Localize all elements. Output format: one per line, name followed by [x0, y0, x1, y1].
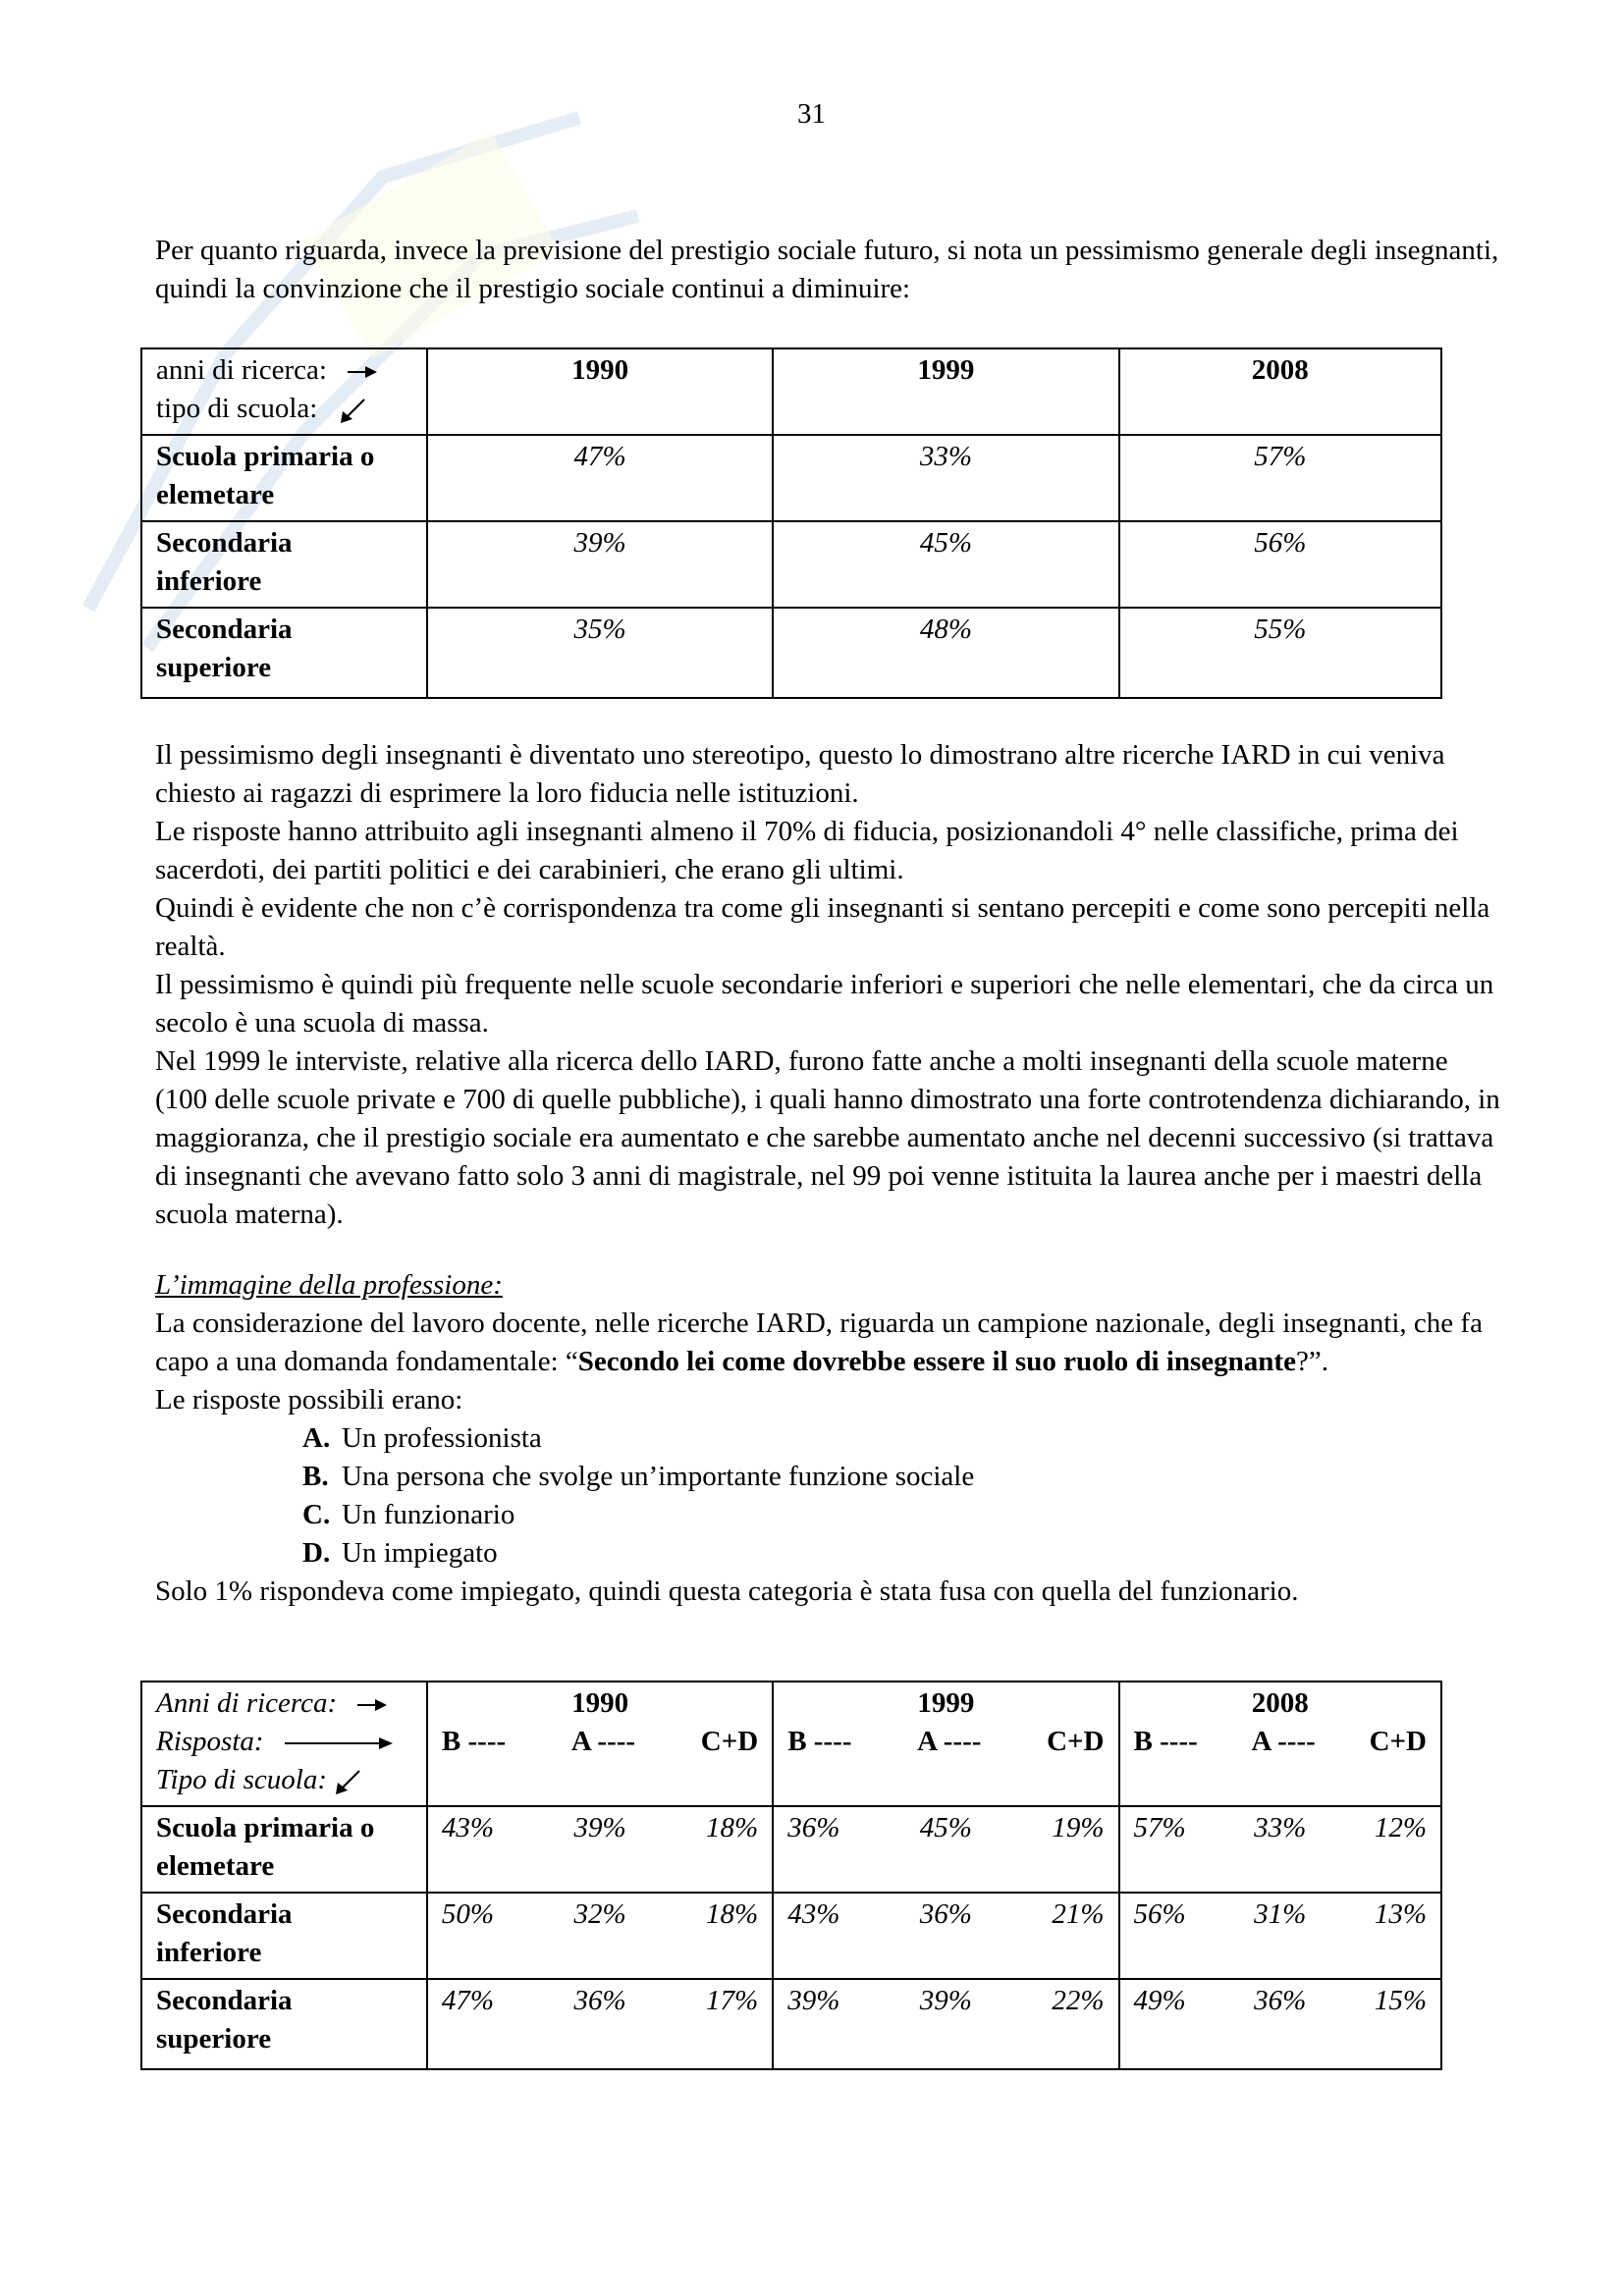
paragraph: Nel 1999 le interviste, relative alla ricerca dello IARD, furono fatte anche a molti insegnanti della scuole materne (100 delle scuole private e 700 di quelle pubbliche), i quali hanno dimostrato una forte controtendenza dichiarando, in maggioranza, che il prestigio sociale era aumentato e che sarebbe aumentato anche nel decenni successivo (si trattava di insegnanti che avevano fatto solo 3 anni di magistrale, nel 99 poi venne istituita la laurea anche per i maestri della scuola materna).	[155, 1045, 1500, 1230]
section-profession-image	[155, 1266, 1500, 1611]
table2-cell-group: 56% 31% 13%	[1119, 1893, 1441, 1979]
table2-cell-group: 39% 39% 22%	[773, 1979, 1118, 2069]
table2-cell-group: 36% 45% 19%	[773, 1806, 1118, 1893]
prestige-forecast-table	[140, 347, 1442, 699]
table1-cell: 35%	[427, 608, 773, 698]
table2-cell-group: 43% 39% 18%	[427, 1806, 773, 1893]
paragraph: Le risposte hanno attribuito agli insegnanti almeno il 70% di fiducia, posizionandoli 4° nelle classifiche, prima dei sacerdoti, dei partiti politici e dei carabinieri, che erano gli ultimi.	[155, 816, 1459, 885]
arrow-right-icon	[348, 364, 377, 380]
paragraph: La considerazione del lavoro docente, nelle ricerche IARD, riguarda un campione nazionale, degli insegnanti, che fa capo a una domanda fondamentale: “Secondo lei come dovrebbe essere il suo ruolo di insegnante?”.	[155, 1308, 1483, 1377]
table2-header-cell: Anni di ricerca: Risposta: Tipo di scuola:	[141, 1682, 427, 1806]
table1-cell: 56%	[1119, 521, 1441, 608]
table2-row-label: Scuola primaria o elemetare	[141, 1806, 427, 1893]
body-text	[155, 736, 1500, 1234]
table2-cell-group: 57% 33% 12%	[1119, 1806, 1441, 1893]
paragraph: Le risposte possibili erano:	[155, 1384, 463, 1415]
list-item: D. Un impiegato	[302, 1537, 498, 1569]
paragraph: Quindi è evidente che non c’è corrispondenza tra come gli insegnanti si sentano percepiti e come sono percepiti nella realtà.	[155, 892, 1490, 962]
paragraph: Solo 1% rispondeva come impiegato, quindi questa categoria è stata fusa con quella del funzionario.	[155, 1575, 1299, 1607]
table2-year-group: 1990 B ---- A ---- C+D	[427, 1682, 773, 1806]
section-heading: L’immagine della professione:	[155, 1269, 503, 1301]
paragraph: Il pessimismo degli insegnanti è diventato uno stereotipo, questo lo dimostrano altre ricerche IARD in cui veniva chiesto ai ragazzi di esprimere la loro fiducia nelle istituzioni.	[155, 739, 1445, 809]
arrow-right-icon	[285, 1735, 393, 1751]
table1-cell: 55%	[1119, 608, 1441, 698]
table1-year-1990: 1990	[427, 348, 773, 435]
table1-cell: 39%	[427, 521, 773, 608]
table2-year-group: 2008 B ---- A ---- C+D	[1119, 1682, 1441, 1806]
table2-year-group: 1999 B ---- A ---- C+D	[773, 1682, 1118, 1806]
list-item: B. Una persona che svolge un’importante funzione sociale	[302, 1461, 975, 1492]
table1-year-2008: 2008	[1119, 348, 1441, 435]
list-item: C. Un funzionario	[302, 1499, 515, 1530]
table2-row-label: Secondaria inferiore	[141, 1893, 427, 1979]
table2-cell-group: 49% 36% 15%	[1119, 1979, 1441, 2069]
table1-row-label: Secondaria inferiore	[141, 521, 427, 608]
table1-cell: 47%	[427, 435, 773, 521]
table2-cell-group: 50% 32% 18%	[427, 1893, 773, 1979]
paragraph: Il pessimismo è quindi più frequente nelle scuole secondarie inferiori e superiori che nelle elementari, che da circa un secolo è una scuola di massa.	[155, 969, 1494, 1039]
table1-cell: 57%	[1119, 435, 1441, 521]
table1-header-cell: anni di ricerca: tipo di scuola:	[141, 348, 427, 435]
table2-row-label: Secondaria superiore	[141, 1979, 427, 2069]
table1-cell: 33%	[773, 435, 1118, 521]
arrow-right-icon	[357, 1697, 387, 1713]
table1-year-1999: 1999	[773, 348, 1118, 435]
list-item: A. Un professionista	[302, 1422, 542, 1454]
arrow-down-icon	[334, 1769, 363, 1794]
role-image-table	[140, 1681, 1442, 2070]
table1-row-label: Secondaria superiore	[141, 608, 427, 698]
page-number: 31	[797, 98, 826, 130]
table1-cell: 45%	[773, 521, 1118, 608]
arrow-down-icon	[339, 398, 368, 423]
table2-cell-group: 47% 36% 17%	[427, 1979, 773, 2069]
table1-cell: 48%	[773, 608, 1118, 698]
intro-paragraph: Per quanto riguarda, invece la previsione del prestigio sociale futuro, si nota un pessimismo generale degli insegnanti, quindi la convinzione che il prestigio sociale continui a diminuire:	[155, 235, 1499, 304]
answer-options-list	[155, 1419, 1500, 1573]
table1-row-label: Scuola primaria o elemetare	[141, 435, 427, 521]
table2-cell-group: 43% 36% 21%	[773, 1893, 1118, 1979]
